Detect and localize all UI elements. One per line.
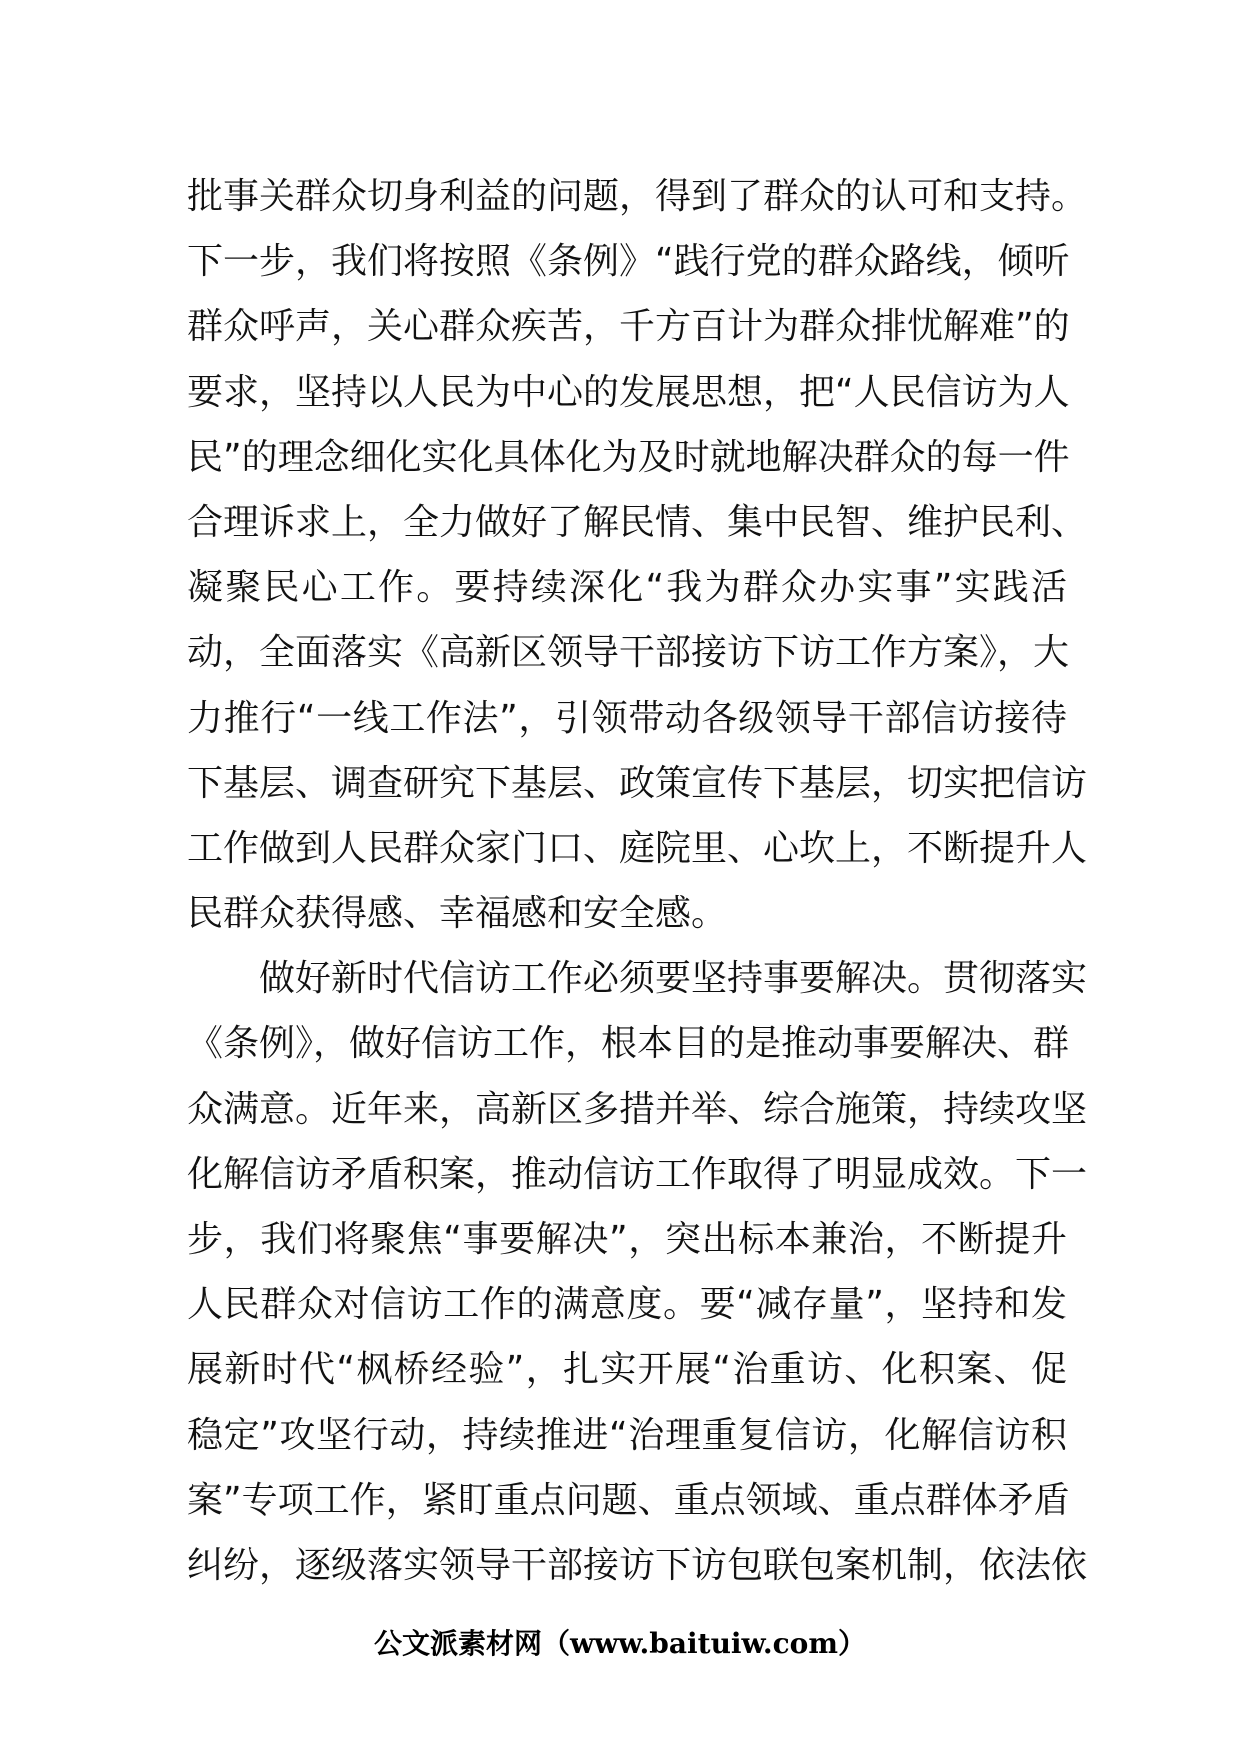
text-line: 工作做到人民群众家门口、庭院里、心坎上，不断提升人 bbox=[187, 827, 1088, 869]
text-line: 批事关群众切身利益的问题，得到了群众的认可和支持。 bbox=[187, 176, 1088, 217]
text-line: 群众呼声，关心群众疾苦，千方百计为群众排忧解难”的 bbox=[187, 306, 1070, 348]
text-line: 力推行“一线工作法”，引领带动各级领导干部信访接待 bbox=[187, 697, 1067, 739]
text-line: 《条例》，做好信访工作，根本目的是推动事要解决、群 bbox=[187, 1023, 1070, 1065]
text-line: 展新时代“枫桥经验”，扎实开展“治重访、化积案、促 bbox=[187, 1349, 1067, 1391]
text-line: 要求，坚持以人民为中心的发展思想，把“人民信访为人 bbox=[187, 371, 1070, 413]
footer-watermark: 公文派素材网（www.baituiw.com） bbox=[374, 1627, 866, 1660]
text-line: 合理诉求上，全力做好了解民情、集中民智、维护民利、 bbox=[187, 501, 1088, 543]
text-line: 众满意。近年来，高新区多措并举、综合施策，持续攻坚 bbox=[187, 1088, 1088, 1130]
text-line: 民”的理念细化实化具体化为及时就地解决群众的每一件 bbox=[187, 436, 1070, 478]
text-line: 步，我们将聚焦“事要解决”，突出标本兼治，不断提升 bbox=[187, 1219, 1067, 1260]
text-line: 动，全面落实《高新区领导干部接访下访工作方案》，大 bbox=[187, 632, 1070, 674]
text-line: 下基层、调查研究下基层、政策宣传下基层，切实把信访 bbox=[187, 762, 1088, 804]
text-line: 民群众获得感、幸福感和安全感。 bbox=[187, 893, 728, 935]
text-line: 做好新时代信访工作必须要坚持事要解决。贯彻落实 bbox=[187, 958, 1088, 1000]
text-line: 人民群众对信访工作的满意度。要“减存量”，坚持和发 bbox=[187, 1284, 1067, 1326]
body-text bbox=[187, 164, 1088, 1598]
text-line: 纠纷，逐级落实领导干部接访下访包联包案机制，依法依 bbox=[187, 1544, 1088, 1586]
text-line: 凝聚民心工作。要持续深化“我为群众办实事”实践活 bbox=[187, 567, 1067, 609]
text-line: 案”专项工作，紧盯重点问题、重点领域、重点群体矛盾 bbox=[187, 1479, 1070, 1521]
text-line: 稳定”攻坚行动，持续推进“治理重复信访，化解信访积 bbox=[187, 1414, 1067, 1456]
text-line: 下一步，我们将按照《条例》“践行党的群众路线，倾听 bbox=[187, 241, 1070, 283]
text-line: 化解信访矛盾积案，推动信访工作取得了明显成效。下一 bbox=[187, 1153, 1088, 1195]
